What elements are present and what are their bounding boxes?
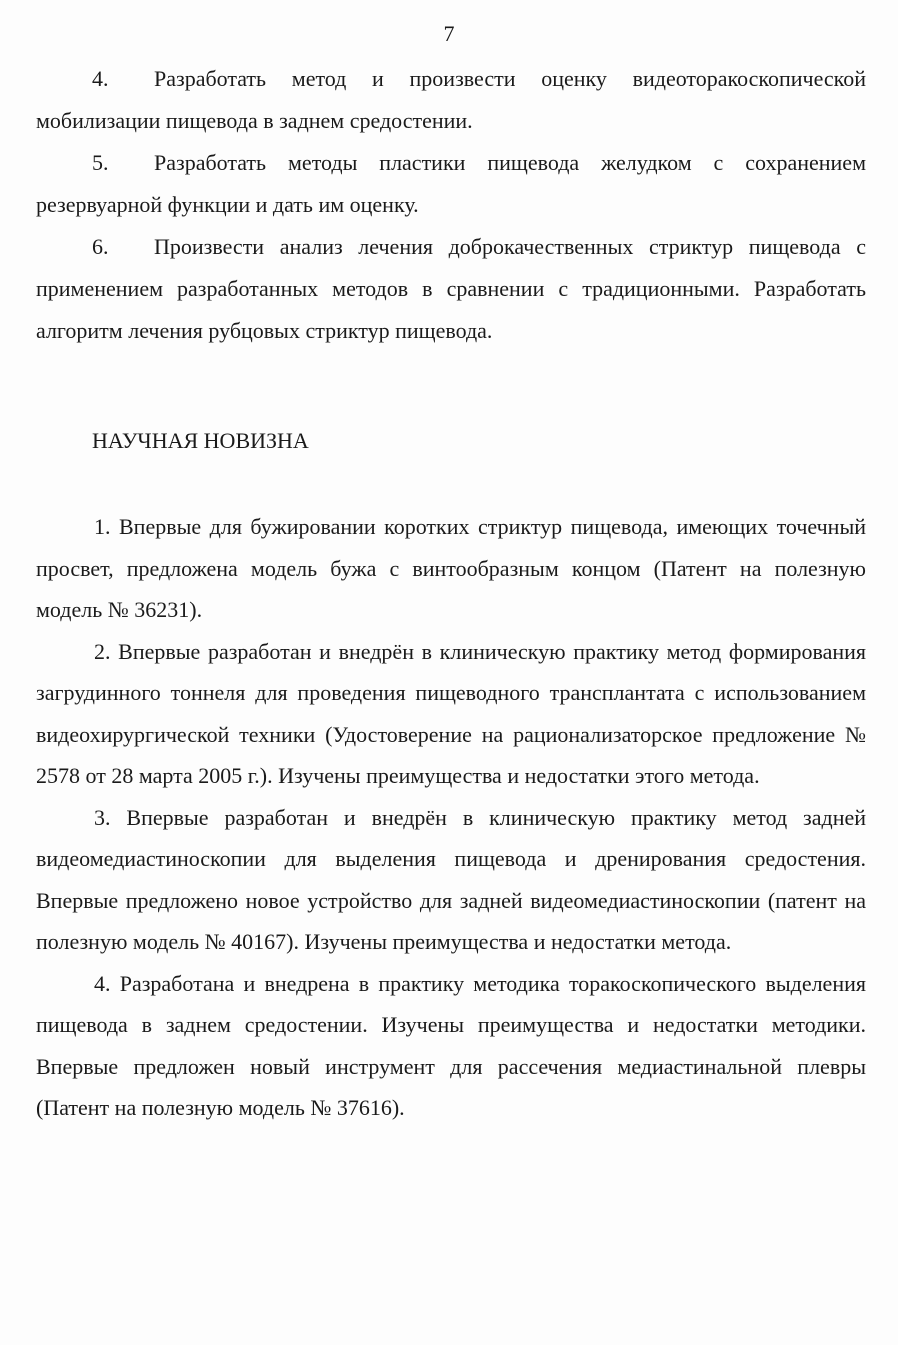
task-text: Произвести анализ лечения доброкачественных стриктур пищевода с применением разработанных методов в сравнении с традиционными. Разработать алгоритм лечения рубцовых стриктур пищевода. xyxy=(36,234,866,343)
task-number: 6. xyxy=(92,234,109,259)
novelty-list xyxy=(36,506,866,1129)
novelty-item-4: 4. Разработана и внедрена в практику методика торакоскопического выделения пищевода в заднем средостении. Изучены преимущества и недостатки методики. Впервые предложен новый инструмент для рассечения медиастинальной плевры (Патент на полезную модель № 37616). xyxy=(36,970,866,1120)
task-number: 4. xyxy=(92,66,109,91)
novelty-item-3: 3. Впервые разработан и внедрён в клиническую практику метод задней видеомедиастиноскопии для выделения пищевода и дренирования средостения. Впервые предложено новое устройство для задней видеомедиастиноскопии (патент на полезную модель № 40167). Изучены преимущества и недостатки метода. xyxy=(36,804,866,954)
task-item-5 xyxy=(36,142,866,226)
task-text: Разработать методы пластики пищевода желудком с сохранением резервуарной функции и дать им оценку. xyxy=(36,150,866,217)
section-heading-scientific-novelty: НАУЧНАЯ НОВИЗНА xyxy=(92,428,309,453)
task-text: Разработать метод и произвести оценку видеоторакоскопической мобилизации пищевода в заднем средостении. xyxy=(36,66,866,133)
novelty-item-1: 1. Впервые для бужировании коротких стриктур пищевода, имеющих точечный просвет, предложена модель бужа с винтообразным концом (Патент на полезную модель № 36231). xyxy=(36,514,866,622)
task-number: 5. xyxy=(92,150,109,175)
page-content xyxy=(36,58,866,1129)
task-list xyxy=(36,58,866,352)
task-item-4 xyxy=(36,58,866,142)
page-number: 7 xyxy=(443,21,455,46)
novelty-item-2: 2. Впервые разработан и внедрён в клиническую практику метод формирования загрудинного тоннеля для проведения пищеводного трансплантата с использованием видеохирургической техники (Удостоверение на рационализаторское предложение № 2578 от 28 марта 2005 г.). Изучены преимущества и недостатки этого метода. xyxy=(36,638,866,788)
task-item-6 xyxy=(36,226,866,352)
